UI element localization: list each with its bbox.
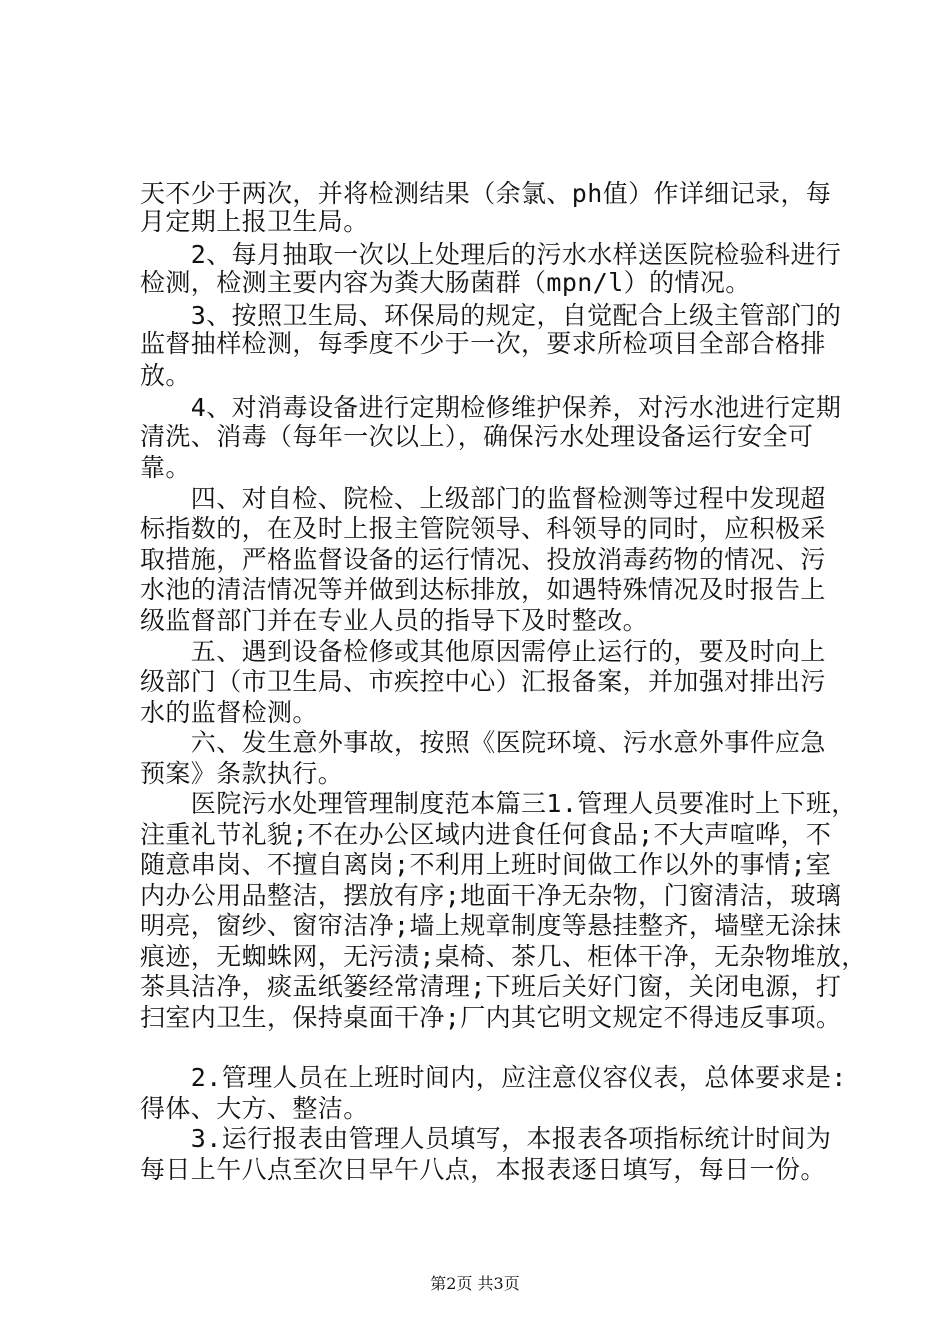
text-line: 明亮，窗纱、窗帘洁净;墙上规章制度等悬挂整齐，墙壁无涂抹 [140,911,842,940]
text-line: 3.运行报表由管理人员填写，本报表各项指标统计时间为 [140,1124,832,1153]
text-line: 每日上午八点至次日早午八点，本报表逐日填写，每日一份。 [140,1155,826,1184]
text-line: 五、遇到设备检修或其他原因需停止运行的，要及时向上 [140,637,826,666]
text-line: 月定期上报卫生局。 [140,207,369,236]
text-line: 四、对自检、院检、上级部门的监督检测等过程中发现超 [140,484,826,513]
text-line: 监督抽样检测，每季度不少于一次，要求所检项目全部合格排 [140,329,826,358]
text-line: 靠。 [140,453,191,482]
text-line: 扫室内卫生，保持桌面干净;厂内其它明文规定不得违反事项。 [140,1003,842,1032]
page-number: 第2页 共3页 [430,1274,520,1293]
text-line: 级部门（市卫生局、市疾控中心）汇报备案，并加强对排出污 [140,667,826,696]
text-line: 清洗、消毒（每年一次以上），确保污水处理设备运行安全可 [140,422,814,451]
text-line: 医院污水处理管理制度范本篇三1.管理人员要准时上下班， [140,789,857,818]
text-line: 放。 [140,361,191,390]
text-line: 级监督部门并在专业人员的指导下及时整改。 [140,606,649,635]
text-line: 天不少于两次，并将检测结果（余氯、ph值）作详细记录，每 [140,179,832,208]
text-line: 六、发生意外事故，按照《医院环境、污水意外事件应急 [140,728,826,757]
text-line: 4、对消毒设备进行定期检修维护保养，对污水池进行定期 [140,393,842,422]
text-line: 标指数的，在及时上报主管院领导、科领导的同时，应积极采 [140,514,826,543]
text-line: 3、按照卫生局、环保局的规定，自觉配合上级主管部门的 [140,301,842,330]
text-line: 内办公用品整洁，摆放有序;地面干净无杂物，门窗清洁，玻璃 [140,881,842,910]
text-line: 检测，检测主要内容为粪大肠菌群（mpn/l）的情况。 [140,268,751,297]
text-line: 水的监督检测。 [140,698,318,727]
text-line: 2、每月抽取一次以上处理后的污水水样送医院检验科进行 [140,240,842,269]
text-line: 随意串岗、不擅自离岗;不利用上班时间做工作以外的事情;室 [140,850,832,879]
text-line: 水池的清洁情况等并做到达标排放，如遇特殊情况及时报告上 [140,575,826,604]
text-line: 得体、大方、整洁。 [140,1094,369,1123]
text-line: 注重礼节礼貌;不在办公区域内进食任何食品;不大声喧哗，不 [140,820,832,849]
text-line: 2.管理人员在上班时间内，应注意仪容仪表，总体要求是: [140,1063,847,1092]
text-line: 痕迹，无蜘蛛网，无污渍;桌椅、茶几、柜体干净，无杂物堆放， [140,942,867,971]
text-line: 茶具洁净，痰盂纸篓经常清理;下班后关好门窗，关闭电源，打 [140,972,842,1001]
text-line: 预案》条款执行。 [140,759,344,788]
text-line: 取措施，严格监督设备的运行情况、投放消毒药物的情况、污 [140,545,826,574]
